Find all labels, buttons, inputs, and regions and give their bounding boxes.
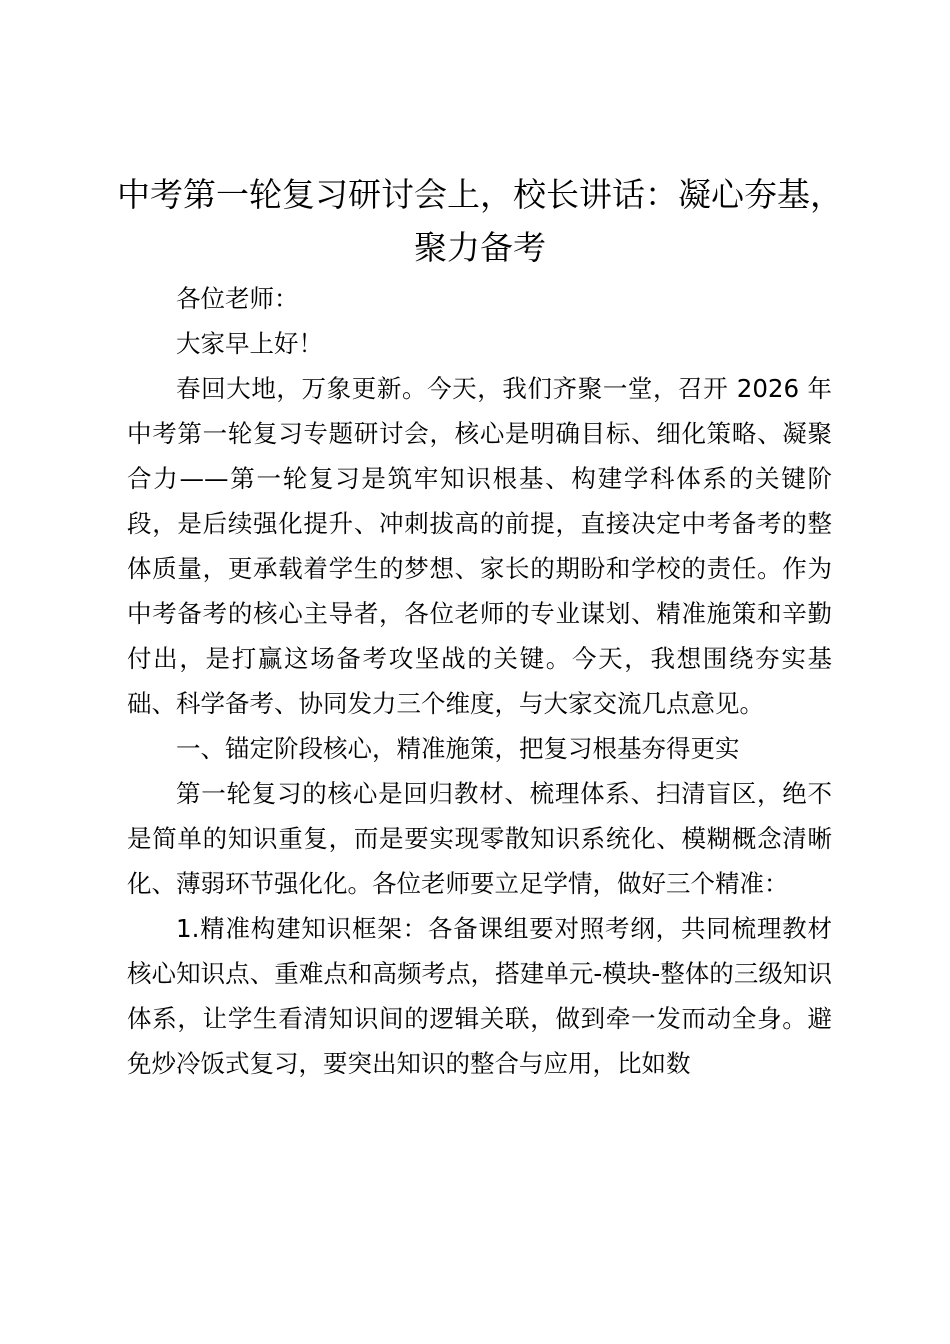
section-1-paragraph: 第一轮复习的核心是回归教材、梳理体系、扫清盲区，绝不是简单的知识重复，而是要实现零散知识系统化、模糊概念清晰化、薄弱环节强化化。各位老师要立足学情，做好三个精准： <box>127 779 832 898</box>
point-1-paragraph: 1.精准构建知识框架：各备课组要对照考纲，共同梳理教材核心知识点、重难点和高频考点，搭建单元-模块-整体的三级知识体系，让学生看清知识间的逻辑关联，做到牵一发而动全身。避免炒冷饭式复习，要突出知识的整合与应用，比如数 <box>127 914 832 1078</box>
document-title: 中考第一轮复习研讨会上，校长讲话：凝心夯基，聚力备考 <box>117 175 843 267</box>
greeting: 大家早上好！ <box>176 329 323 358</box>
section-heading-1: 一、锚定阶段核心，精准施策，把复习根基夯得更实 <box>176 734 740 763</box>
intro-paragraph: 春回大地，万象更新。今天，我们齐聚一堂，召开 2026 年中考第一轮复习专题研讨会，核心是明确目标、细化策略、凝聚合力——第一轮复习是筑牢知识根基、构建学科体系的关键阶段，是后续强化提升、冲刺拔高的前提，直接决定中考备考的整体质量，更承载着学生的梦想、家长的期盼和学校的责任。作为中考备考的核心主导者，各位老师的专业谋划、精准施策和辛勤付出，是打赢这场备考攻坚战的关键。今天，我想围绕夯实基础、科学备考、协同发力三个维度，与大家交流几点意见。 <box>127 374 832 718</box>
document-body <box>127 276 832 1086</box>
salutation: 各位老师： <box>176 284 299 313</box>
